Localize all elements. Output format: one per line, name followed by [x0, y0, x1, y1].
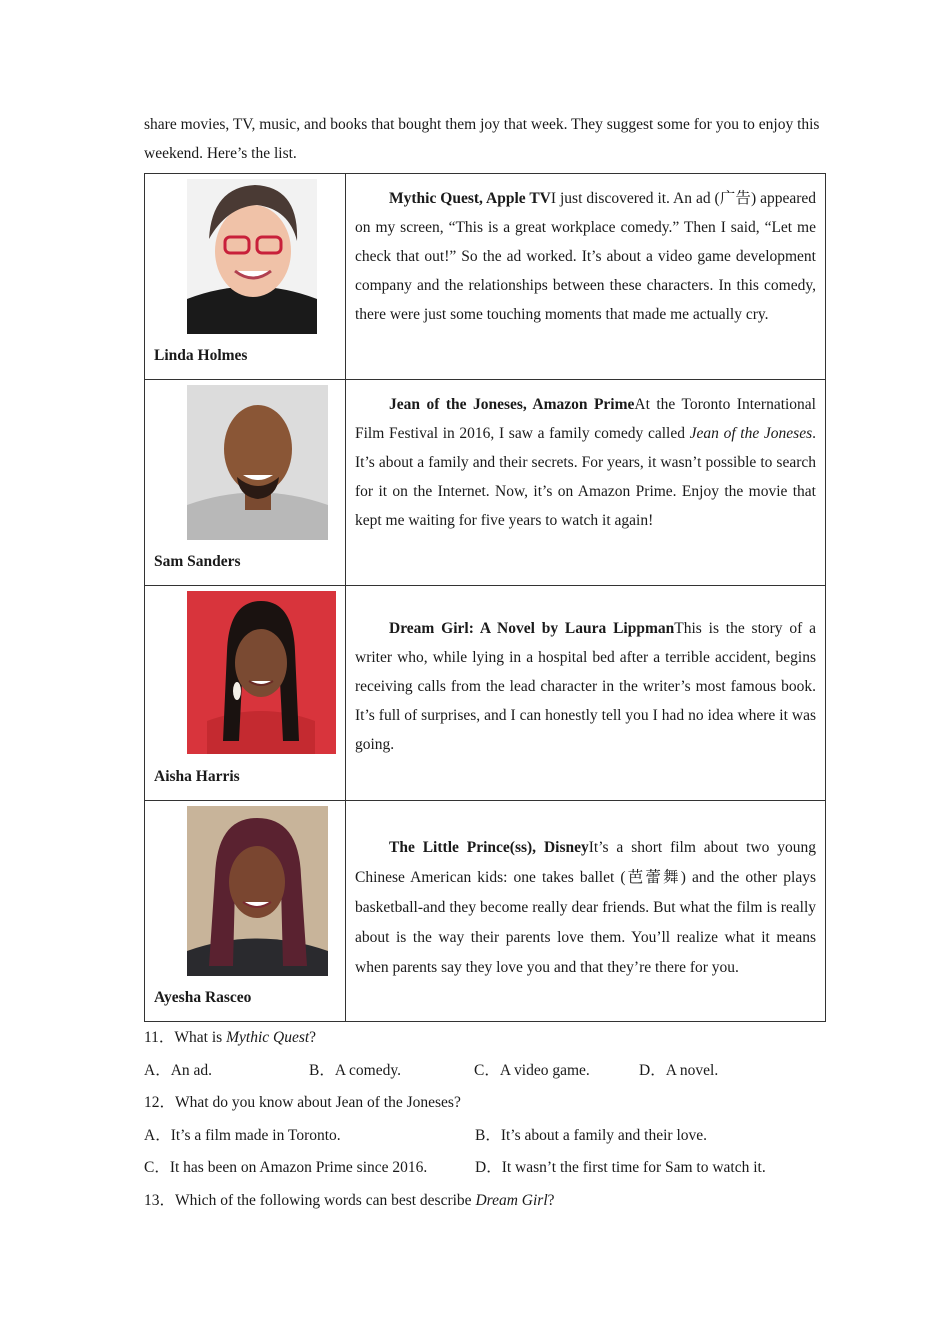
recommendations-table	[144, 173, 826, 1022]
table-row	[145, 174, 826, 380]
option-a[interactable]: A．It’s a film made in Toronto.	[144, 1126, 341, 1144]
person-cell	[145, 174, 346, 380]
description-cell	[346, 801, 826, 1022]
person-name: Linda Holmes	[154, 347, 248, 364]
question-12-options-row2	[144, 1152, 826, 1185]
description-cell	[346, 586, 826, 801]
photo-sam-sanders	[187, 385, 328, 540]
person-name: Ayesha Rasceo	[154, 989, 252, 1006]
option-b[interactable]: B．A comedy.	[309, 1061, 401, 1079]
photo-aisha-harris	[187, 591, 336, 754]
item-title: The Little Prince(ss), Disney	[389, 839, 589, 856]
question-11-options	[144, 1055, 826, 1088]
item-title: Jean of the Joneses, Amazon Prime	[389, 396, 635, 413]
questions-section	[144, 1022, 826, 1217]
option-d[interactable]: D．It wasn’t the first time for Sam to watch it.	[475, 1159, 766, 1176]
table-row	[145, 380, 826, 586]
question-11: 11．What is Mythic Quest?	[144, 1029, 317, 1046]
document-page	[144, 110, 826, 1217]
description-cell	[346, 380, 826, 586]
description-text: Dream Girl: A Novel by Laura LippmanThis is the story of a writer who, while lying in a hospital bed after a terrible accident, begins receiving calls from the lead character in the writer’s most famous book. It’s full of surprises, and I can honestly tell you I had no idea where it was going.	[355, 620, 816, 753]
table-row	[145, 586, 826, 801]
description-text: Jean of the Joneses, Amazon PrimeAt the Toronto International Film Festival in 2016, I saw a family comedy called Jean of the Joneses. It’s about a family and their secrets. For years, it wasn’t possible to search for it on the Internet. Now, it’s on Amazon Prime. Enjoy the movie that kept me waiting for five years to watch it again!	[355, 396, 816, 529]
person-name: Aisha Harris	[154, 768, 240, 785]
option-a[interactable]: A．An ad.	[144, 1061, 213, 1079]
table-row	[145, 801, 826, 1022]
question-12: 12．What do you know about Jean of the Joneses?	[144, 1094, 461, 1111]
photo-ayesha-rasceo	[187, 806, 328, 976]
question-12-options-row1	[144, 1120, 826, 1153]
description-text: The Little Prince(ss), DisneyIt’s a short film about two young Chinese American kids: one takes ballet (芭蕾舞) and the other plays basketball-and they become really dear friends. But what the film is really about is the way their parents love them. You’ll realize what it means when parents say they love you and that they’re there for you.	[355, 839, 816, 976]
description-text: Mythic Quest, Apple TVI just discovered it. An ad (广告) appeared on my screen, “This is a great workplace comedy.” Then I said, “Let me check that out!” So the ad worked. It’s about a video game development company and the relationships between these characters. In this comedy, there were just some touching moments that made me actually cry.	[355, 190, 816, 323]
person-cell	[145, 380, 346, 586]
description-cell	[346, 174, 826, 380]
question-13: 13．Which of the following words can best describe Dream Girl?	[144, 1191, 555, 1209]
person-name: Sam Sanders	[154, 553, 241, 570]
option-d[interactable]: D．A novel.	[639, 1061, 719, 1079]
option-c[interactable]: C．It has been on Amazon Prime since 2016.	[144, 1159, 428, 1176]
person-cell	[145, 801, 346, 1022]
photo-linda-holmes	[187, 179, 317, 334]
item-title: Dream Girl: A Novel by Laura Lippman	[389, 620, 675, 637]
person-cell	[145, 586, 346, 801]
option-c[interactable]: C．A video game.	[474, 1061, 590, 1079]
option-b[interactable]: B．It’s about a family and their love.	[475, 1126, 708, 1144]
intro-paragraph: share movies, TV, music, and books that bought them joy that week. They suggest some for you to enjoy this weekend. Here’s the list.	[144, 116, 820, 162]
item-title: Mythic Quest, Apple TV	[389, 190, 551, 207]
